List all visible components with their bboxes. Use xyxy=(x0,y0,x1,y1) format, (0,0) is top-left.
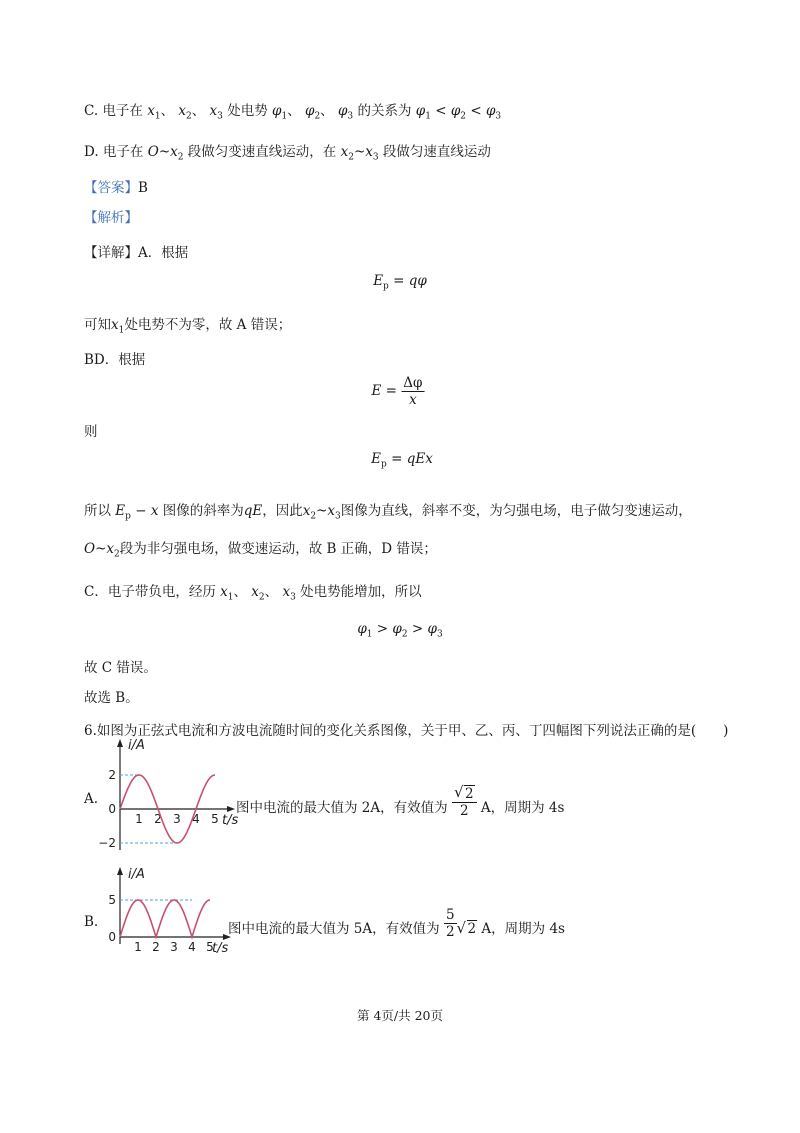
analysis-label: 【解析】 xyxy=(84,210,138,226)
y-axis-label: i/A xyxy=(128,738,145,753)
option-b-label: B. xyxy=(84,914,99,930)
option-c: C. 电子在 $x_1$、 $x_2$、 $x_3$ 处电势 $\varphi_1$、 $\varphi_2$、 $\varphi_3$ 的关系为 $\varphi_1 < \varphi_2 < \varphi_3$ xyxy=(84,103,502,122)
rectified-sine-curve xyxy=(120,900,210,937)
bd-intro: BD．根据 xyxy=(84,352,146,368)
y-axis-arrow xyxy=(117,739,123,747)
y-tick-zero: 0 xyxy=(108,930,116,944)
option-a-radicand: 2 xyxy=(464,786,474,802)
x-axis-label: t/s xyxy=(212,941,229,956)
x-axis-label: t/s xyxy=(222,813,239,828)
option-a-text: 图中电流的最大值为 2A，有效值为 √ 2 2 A，周期为 4s xyxy=(236,783,565,819)
detail-line: 【详解】A．根据 xyxy=(84,245,189,261)
c-wrong: 故 C 错误。 xyxy=(84,660,157,676)
y-axis-label: i/A xyxy=(128,867,145,882)
option-d: D. 电子在 $O\sim x_2$ 段做匀变速直线运动，在 $x_2\sim x_3$ 段做匀速直线运动 xyxy=(84,144,491,163)
option-b-text: 图中电流的最大值为 5A，有效值为 $\frac{5}{2}$ √ 2 A，周期为 4s xyxy=(228,907,565,940)
y-tick-zero: 0 xyxy=(108,802,116,816)
line-c: C．电子带负电，经历 $x_1$、 $x_2$、 $x_3$ 处电势能增加，所以 xyxy=(84,584,422,603)
x-tick-2: 2 xyxy=(154,812,162,826)
choose-b: 故选 B。 xyxy=(84,690,139,706)
equation-ep-q-phi: $E_p = q\varphi$ xyxy=(373,273,427,292)
answer-line xyxy=(84,176,148,196)
x-axis-arrow xyxy=(227,806,235,812)
equation-ep-qex: $E_p$ = qEx xyxy=(371,451,433,470)
x-tick-3: 3 xyxy=(173,812,181,826)
x-tick-5: 5 xyxy=(206,940,214,954)
page-footer: 第 4页/共 20页 xyxy=(356,1008,444,1023)
y-axis-arrow xyxy=(117,867,123,875)
x-tick-1: 1 xyxy=(135,812,143,826)
y-tick-min: −2 xyxy=(98,836,116,850)
answer-label: 【答案】 xyxy=(84,180,138,196)
equation-e-fraction: E = $\frac{\Delta\varphi}{x}$ xyxy=(371,375,423,408)
y-tick-max: 5 xyxy=(108,893,116,907)
option-a-label: A. xyxy=(84,791,99,807)
line-a-wrong: 可知$x_1$处电势不为零，故 A 错误； xyxy=(84,317,292,336)
equation-phi-order: $\varphi_1 > \varphi_2 > \varphi_3$ xyxy=(357,621,443,640)
x-tick-4: 4 xyxy=(192,812,200,826)
answer-value: B xyxy=(138,180,148,196)
paragraph-nonuniform: $O\sim x_2$段为非匀强电场，做变速运动，故 B 正确，D 错误； xyxy=(84,541,437,560)
y-tick-max: 2 xyxy=(108,768,116,782)
x-tick-4: 4 xyxy=(188,940,196,954)
then-text: 则 xyxy=(84,424,98,440)
paragraph-slope: 所以 $E_p - x$ 图像的斜率为qE，因此$x_2\sim x_3$图像为直线，斜率不变，为匀强电场，电子做匀变速运动， xyxy=(84,503,692,522)
x-tick-1: 1 xyxy=(134,940,142,954)
sine-chart xyxy=(98,736,239,856)
x-tick-2: 2 xyxy=(152,940,160,954)
x-tick-5: 5 xyxy=(211,812,219,826)
question-6: 6.如图为正弦式电流和方波电流随时间的变化关系图像，关于甲、乙、丙、丁四幅图下列说法正确的是( ) xyxy=(84,723,729,739)
rectified-sine-chart xyxy=(100,864,232,962)
x-tick-3: 3 xyxy=(170,940,178,954)
